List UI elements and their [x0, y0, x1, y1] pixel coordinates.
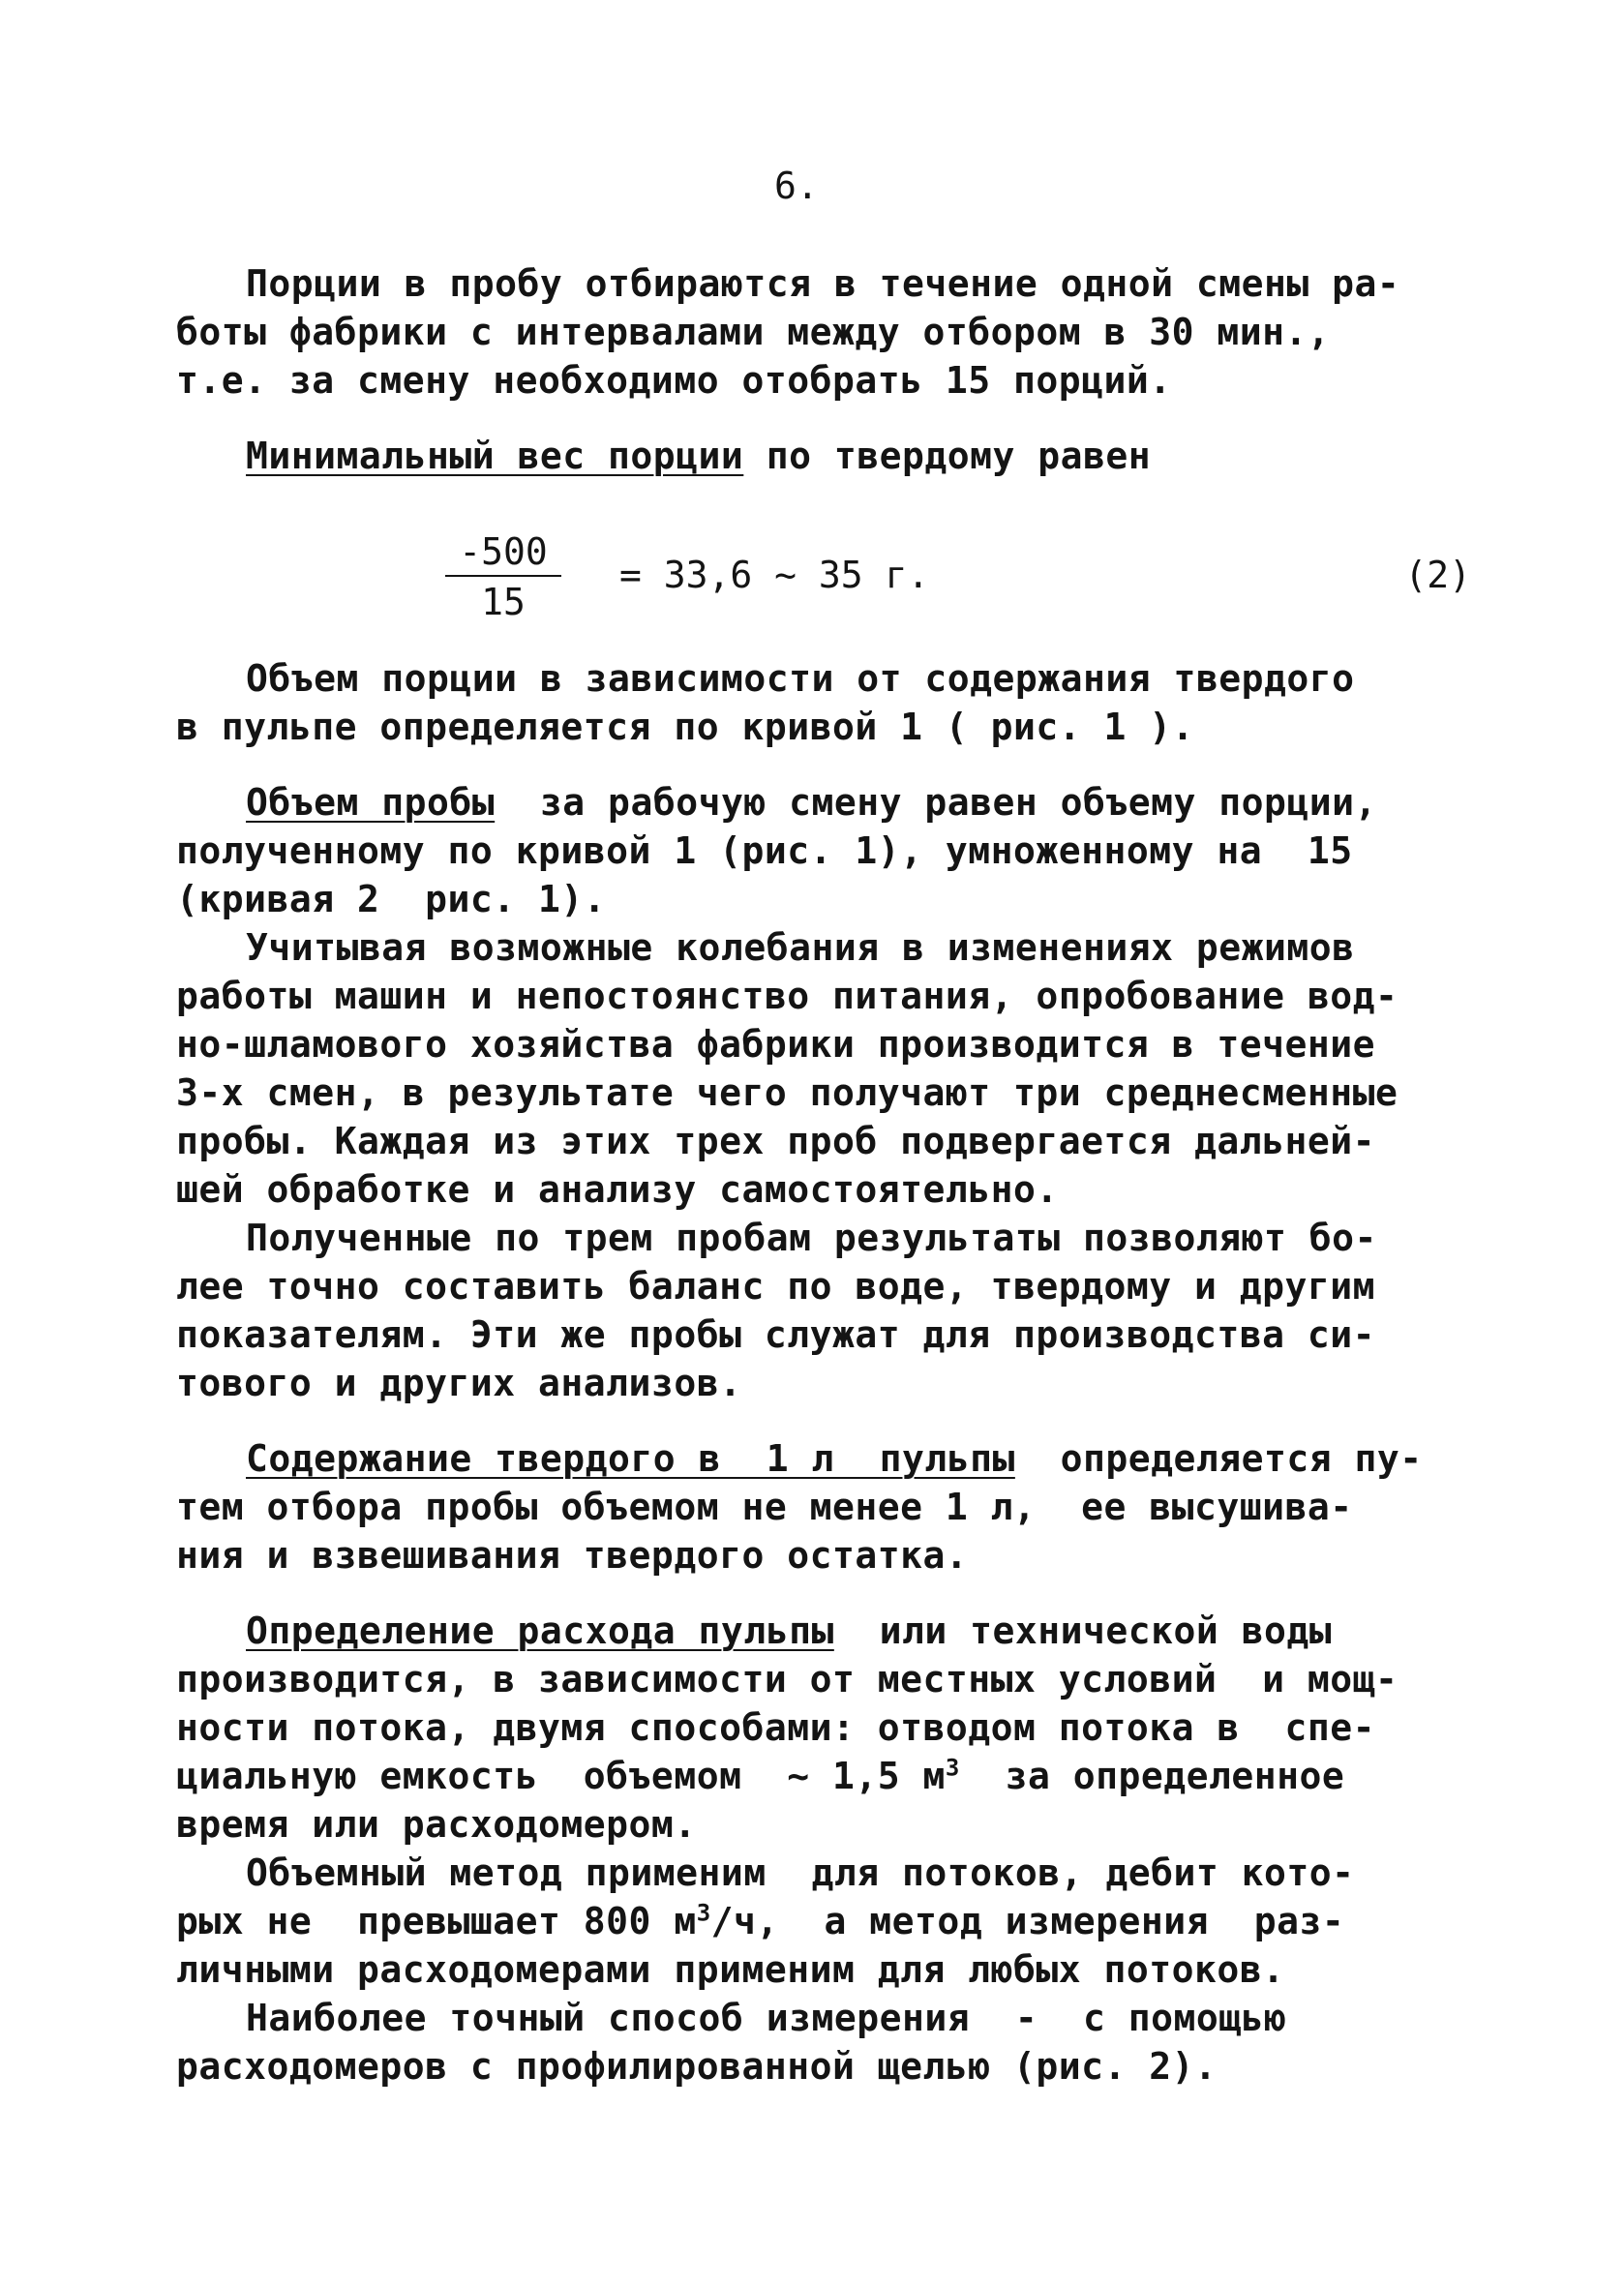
paragraph-10-line-2: расходомеров с профилированной щелью (рис. 2).: [176, 2045, 1218, 2088]
paragraph-5-line-6: шей обработке и анализу самостоятельно.: [176, 1168, 1059, 1211]
formula-fraction: [445, 530, 561, 623]
heading-sample-volume: Объем пробы: [246, 781, 496, 824]
formula-2: [445, 530, 1471, 627]
paragraph-4-line-1: [246, 780, 1377, 825]
fraction-bar: [445, 575, 561, 577]
paragraph-1-line-2: боты фабрики с интервалами между отбором в 30 мин.,: [176, 311, 1331, 353]
paragraph-4-line-2: полученному по кривой 1 (рис. 1), умноженному на 15: [176, 829, 1353, 872]
paragraph-3-line-1: Объем порции в зависимости от содержания твердого: [246, 657, 1355, 700]
paragraph-8-line-1: [246, 1609, 1332, 1653]
paragraph-7-line-1-rest: определяется пу-: [1014, 1437, 1423, 1480]
heading-solid-content: Содержание твердого в 1 л пульпы: [246, 1437, 1015, 1480]
paragraph-8-line-4: [176, 1754, 1344, 1798]
paragraph-8-line-2: производится, в зависимости от местных условий и мощ-: [176, 1658, 1398, 1700]
paragraph-6-line-3: показателям. Эти же пробы служат для производства си-: [176, 1313, 1376, 1356]
paragraph-8-line-3: ности потока, двумя способами: отводом потока в спе-: [176, 1706, 1376, 1749]
paragraph-9-line-2: [176, 1899, 1344, 1943]
paragraph-5-line-5: пробы. Каждая из этих трех проб подвергается дальней-: [176, 1120, 1376, 1162]
formula-denominator: 15: [481, 581, 526, 623]
paragraph-7-line-3: ния и взвешивания твердого остатка.: [176, 1534, 969, 1577]
formula-result: = 33,6 ~ 35 г.: [619, 554, 930, 596]
paragraph-8-line-1-rest: или технической воды: [833, 1610, 1333, 1652]
paragraph-9-line-2-post: /ч, а метод измерения раз-: [710, 1900, 1345, 1942]
page-number: 6.: [774, 165, 819, 207]
paragraph-1-line-3: т.е. за смену необходимо отобрать 15 порций.: [176, 359, 1172, 402]
paragraph-7-line-2: тем отбора пробы объемом не менее 1 л, ее высушива-: [176, 1486, 1353, 1528]
paragraph-8-line-5: время или расходомером.: [176, 1803, 697, 1846]
paragraph-4-line-1-rest: за рабочую смену равен объему порции,: [495, 781, 1377, 824]
paragraph-6-line-2: лее точно составить баланс по воде, твердому и другим: [176, 1265, 1376, 1308]
paragraph-4-line-3: (кривая 2 рис. 1).: [176, 878, 607, 920]
paragraph-5-line-4: 3-х смен, в результате чего получают три среднесменные: [176, 1071, 1398, 1114]
paragraph-8-line-4-pre: циальную емкость объемом ~ 1,5 м: [176, 1755, 946, 1797]
heading-pulp-flow-rate: Определение расхода пульпы: [246, 1610, 834, 1652]
paragraph-2-rest: по твердому равен: [743, 435, 1152, 477]
paragraph-6-line-1: Полученные по трем пробам результаты позволяют бо-: [246, 1217, 1377, 1259]
paragraph-6-line-4: тового и других анализов.: [176, 1362, 742, 1404]
paragraph-9-line-2-pre: рых не превышает 800 м: [176, 1900, 697, 1942]
paragraph-10-line-1: Наиболее точный способ измерения - с помощью: [246, 1997, 1287, 2039]
paragraph-9-line-3: личными расходомерами применим для любых потоков.: [176, 1948, 1285, 1991]
cubic-superscript: 3: [945, 1754, 960, 1782]
paragraph-7-line-1: [246, 1436, 1423, 1481]
paragraph-3-line-2: в пульпе определяется по кривой 1 ( рис. 1 ).: [176, 706, 1195, 748]
formula-numerator: -500: [459, 530, 548, 573]
cubic-superscript: 3: [696, 1899, 711, 1927]
formula-number: (2): [1404, 554, 1471, 596]
paragraph-5-line-3: но-шламового хозяйства фабрики производится в течение: [176, 1023, 1376, 1066]
paragraph-8-line-4-post: за определенное: [959, 1755, 1345, 1797]
paragraph-5-line-1: Учитывая возможные колебания в изменениях режимов: [246, 926, 1355, 969]
paragraph-5-line-2: работы машин и непостоянство питания, опробование вод-: [176, 975, 1398, 1017]
paragraph-1-line-1: Порции в пробу отбираются в течение одной смены ра-: [246, 262, 1400, 305]
heading-min-portion-weight: Минимальный вес порции: [246, 435, 744, 477]
paragraph-9-line-1: Объемный метод применим для потоков, дебит кото-: [246, 1851, 1355, 1894]
paragraph-2: [246, 434, 1151, 478]
